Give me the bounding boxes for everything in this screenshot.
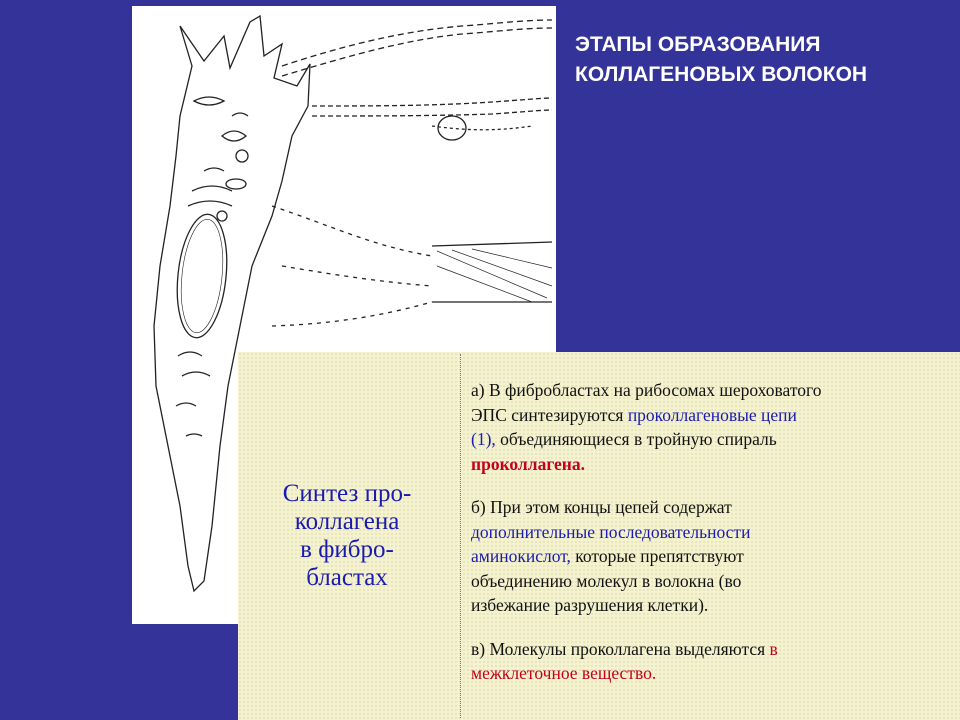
- title-line-2: КОЛЛАГЕНОВЫХ ВОЛОКОН: [575, 63, 868, 86]
- paragraph-c-line-1: [471, 637, 957, 662]
- paragraph-b: [471, 495, 957, 618]
- procollagen-chains-term: проколлагеновые цепи: [627, 404, 797, 425]
- paragraph-a: [471, 378, 957, 476]
- slide-title: [575, 30, 955, 90]
- paragraph-b-line-4: объединению молекул в волокна (во: [471, 570, 742, 591]
- synthesis-line: бластах: [306, 564, 388, 591]
- text-segment: ЭПС синтезируются: [471, 404, 628, 425]
- synthesis-line: Синтез про-: [282, 480, 412, 507]
- text-panel: [238, 352, 960, 720]
- text-segment: в) Молекулы проколлагена выделяются: [471, 638, 770, 659]
- text-segment: объединяющиеся в тройную спираль: [500, 429, 777, 449]
- panel-divider: [460, 354, 461, 718]
- paragraph-b-line-3: [471, 544, 957, 569]
- paragraph-a-line-2: [471, 403, 957, 428]
- synthesis-line: коллагена: [294, 508, 400, 535]
- additional-sequences-term: дополнительные последовательности: [471, 521, 751, 542]
- paragraph-b-line-1: б) При этом концы цепей содержат: [471, 497, 732, 517]
- procollagen-term: проколлагена.: [471, 453, 586, 474]
- intercellular-substance-term: межклеточное вещество.: [471, 663, 657, 683]
- description-text: [471, 378, 957, 686]
- synthesis-line: в фибро-: [300, 536, 394, 563]
- amino-acids-term: аминокислот,: [471, 546, 571, 566]
- synthesis-label: [242, 480, 452, 592]
- paragraph-a-line-3: [471, 427, 957, 452]
- paragraph-b-line-5: избежание разрушения клетки).: [471, 595, 709, 615]
- synthesis-label-area: [238, 352, 456, 720]
- paragraph-a-line-1: а) В фибробластах на рибосомах шероховатого: [471, 380, 822, 400]
- text-segment: которые препятствуют: [570, 546, 744, 566]
- title-line-1: ЭТАПЫ ОБРАЗОВАНИЯ: [575, 33, 821, 56]
- paragraph-c: [471, 637, 957, 686]
- figure-reference: (1),: [471, 429, 501, 449]
- text-segment-red: в: [769, 638, 778, 659]
